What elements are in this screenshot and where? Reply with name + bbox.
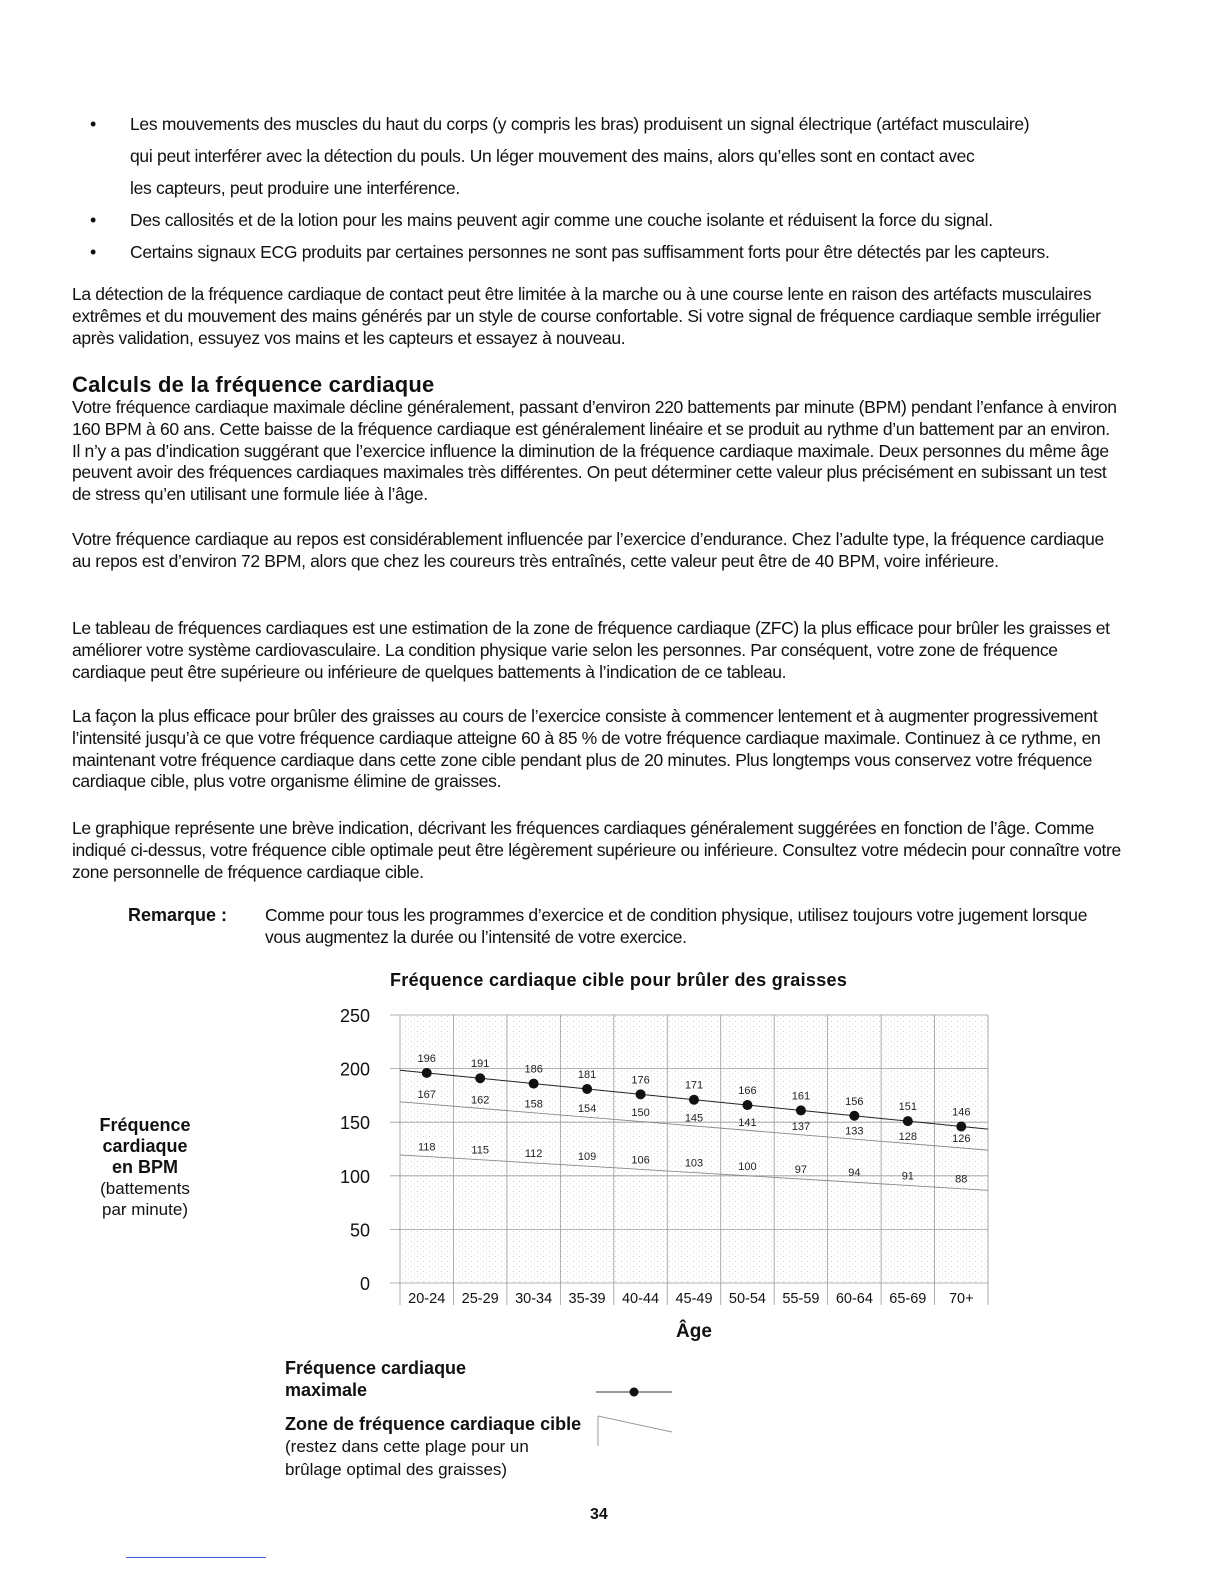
- intro-paragraph: La détection de la fréquence cardiaque de contact peut être limitée à la marche ou à une course lente en raison des artéfacts musculaires extrêmes et du mouvement des mains générés par un style de course confortable. Si votre signal de fréquence cardiaque semble irrégulier après validation, essuyez vos mains et les capteurs et essayez à nouveau.: [72, 284, 1101, 348]
- x-tick-label: 65-69: [889, 1291, 927, 1307]
- x-tick-label: 25-29: [461, 1291, 499, 1307]
- y-axis-label: Fréquence cardiaque en BPM (battements par minute): [99, 1115, 191, 1219]
- y-tick-label: 150: [339, 1113, 370, 1134]
- max-heart-rate-point: [956, 1121, 966, 1131]
- target-zone-upper-value-label: 162: [471, 1094, 490, 1107]
- target-zone-upper-value-label: 133: [845, 1125, 864, 1138]
- target-zone-lower-value-label: 109: [577, 1151, 597, 1164]
- x-tick-label: 55-59: [782, 1291, 820, 1307]
- target-zone-upper-value-label: 154: [577, 1102, 597, 1115]
- x-tick-label: 50-54: [728, 1291, 767, 1307]
- page-number: 34: [590, 1506, 608, 1523]
- section-title: Calculs de la fréquence cardiaque: [72, 372, 435, 397]
- x-axis-label: Âge: [676, 1321, 712, 1342]
- max-heart-rate-point: [475, 1073, 485, 1083]
- max-heart-rate-value-label: 191: [471, 1058, 490, 1071]
- heart-rate-chart: [320, 1000, 1020, 1345]
- legend-zone-swatch: [592, 1412, 676, 1452]
- bullet-dot: •: [90, 210, 97, 230]
- target-zone-upper-value-label: 137: [791, 1121, 811, 1134]
- paragraph-resting-heart-rate: Votre fréquence cardiaque au repos est considérablement influencée par l’exercice d’endurance. Chez l’adulte type, la fréquence cardiaque au repos est d’environ 72 BPM, alors que chez les coureurs très entraînés, cette valeur peut être de 40 BPM, voire inférieure.: [72, 529, 1104, 571]
- bullet-dot: •: [90, 242, 97, 262]
- target-zone-lower-value-label: 100: [738, 1160, 757, 1173]
- paragraph-max-heart-rate: Votre fréquence cardiaque maximale décline généralement, passant d’environ 220 battements par minute (BPM) pendant l’enfance à environ 160 BPM à 60 ans. Cette baisse de la fréquence cardiaque est généralement linéaire et se produit au rythme d’un battement par an environ. Il n’y a pas d’indication suggérant que l’exercice influence la diminution de la fréquence cardiaque maximale. Deux personnes du même âge peuvent avoir des fréquences cardiaques maximales très différentes. On peut déterminer cette valeur plus précisément en subissant un test de stress qu’en utilisant une formule liée à l’âge.: [72, 397, 1117, 505]
- bullet-item: • Les mouvements des muscles du haut du corps (y compris les bras) produisent un signal électrique (artéfact musculaire): [90, 108, 1150, 140]
- max-heart-rate-value-label: 161: [791, 1090, 811, 1103]
- max-heart-rate-point: [529, 1079, 539, 1089]
- max-heart-rate-value-label: 166: [738, 1085, 757, 1098]
- max-heart-rate-value-label: 196: [417, 1052, 436, 1065]
- target-zone-lower-value-label: 88: [955, 1173, 968, 1186]
- max-heart-rate-value-label: 156: [845, 1095, 864, 1108]
- bullet-list: [90, 108, 1150, 268]
- bullet-item-continued: qui peut interférer avec la détection du pouls. Un léger mouvement des mains, alors qu’elles sont en contact avec: [130, 146, 975, 166]
- max-heart-rate-point: [689, 1095, 699, 1105]
- bullet-item: • Certains signaux ECG produits par certaines personnes ne sont pas suffisamment forts pour être détectés par les capteurs.: [90, 236, 1150, 268]
- max-heart-rate-value-label: 181: [577, 1068, 597, 1081]
- remark-label: Remarque :: [128, 905, 228, 925]
- max-heart-rate-point: [903, 1116, 913, 1126]
- paragraph-chart-description: Le graphique représente une brève indication, décrivant les fréquences cardiaques généralement suggérées en fonction de l’âge. Comme indiqué ci-dessus, votre fréquence cible optimale peut être légèrement supérieure ou inférieure. Consultez votre médecin pour connaître votre zone personnelle de fréquence cardiaque cible.: [72, 818, 1121, 882]
- max-heart-rate-value-label: 146: [952, 1106, 971, 1119]
- target-zone-lower-value-label: 103: [684, 1157, 704, 1170]
- target-zone-lower-value-label: 115: [471, 1144, 489, 1157]
- x-tick-label: 20-24: [408, 1291, 446, 1307]
- target-zone-lower-value-label: 94: [848, 1167, 861, 1180]
- max-heart-rate-point: [742, 1100, 752, 1110]
- max-heart-rate-point: [849, 1111, 859, 1121]
- y-tick-label: 0: [359, 1274, 370, 1294]
- max-heart-rate-value-label: 176: [631, 1074, 650, 1087]
- bullet-item: • Des callosités et de la lotion pour les mains peuvent agir comme une couche isolante et réduisent la force du signal.: [90, 204, 1150, 236]
- max-heart-rate-point: [636, 1089, 646, 1099]
- x-tick-label: 40-44: [621, 1291, 660, 1307]
- max-heart-rate-point: [582, 1084, 592, 1094]
- target-zone-upper-value-label: 145: [684, 1112, 704, 1125]
- chart-title: Fréquence cardiaque cible pour brûler des graisses: [390, 970, 848, 990]
- max-heart-rate-value-label: 151: [898, 1101, 917, 1114]
- target-zone-upper-value-label: 158: [524, 1098, 543, 1111]
- legend-zone-label: Zone de fréquence cardiaque cible (restez dans cette plage pour un brûlage optimal des graisses): [285, 1414, 582, 1479]
- x-tick-label: 45-49: [675, 1291, 713, 1307]
- x-tick-label: 35-39: [568, 1291, 606, 1307]
- legend-max-label: Fréquence cardiaque maximale: [285, 1358, 467, 1400]
- target-zone-upper-value-label: 167: [417, 1088, 436, 1101]
- paragraph-fat-burning: La façon la plus efficace pour brûler des graisses au cours de l’exercice consiste à commencer lentement et à augmenter progressivement l’intensité jusqu’à ce que votre fréquence cardiaque atteigne 60 à 85 % de votre fréquence cardiaque maximale. Continuez à ce rythme, en maintenant votre fréquence cardiaque dans cette zone cible pendant plus de 20 minutes. Plus longtemps vous conservez votre fréquence cardiaque cible, plus votre organisme élimine de graisses.: [72, 706, 1101, 792]
- max-heart-rate-point: [422, 1068, 432, 1078]
- max-heart-rate-value-label: 186: [524, 1063, 543, 1076]
- target-zone-upper-value-label: 126: [952, 1132, 971, 1145]
- legend-max-swatch: [592, 1382, 676, 1402]
- x-tick-label: 30-34: [515, 1291, 553, 1307]
- target-zone-lower-value-label: 91: [901, 1170, 914, 1183]
- bullet-item-continued: les capteurs, peut produire une interférence.: [130, 178, 460, 198]
- x-tick-label: 70+: [948, 1291, 974, 1307]
- y-tick-label: 50: [349, 1220, 370, 1241]
- target-zone-upper-value-label: 150: [631, 1107, 650, 1120]
- paragraph-heart-rate-table: Le tableau de fréquences cardiaques est une estimation de la zone de fréquence cardiaque (ZFC) la plus efficace pour brûler les graisses et améliorer votre système cardiovasculaire. La condition physique varie selon les personnes. Par conséquent, votre zone de fréquence cardiaque peut être supérieure ou inférieure de quelques battements à l’indication de ce tableau.: [72, 618, 1110, 682]
- target-zone-lower-value-label: 118: [417, 1141, 436, 1154]
- y-tick-label: 250: [339, 1006, 370, 1026]
- target-zone-upper-value-label: 128: [898, 1130, 917, 1143]
- y-tick-label: 100: [339, 1166, 370, 1187]
- max-heart-rate-value-label: 171: [684, 1079, 704, 1092]
- bullet-dot: •: [90, 114, 97, 134]
- max-heart-rate-point: [796, 1105, 806, 1115]
- target-zone-lower-value-label: 97: [794, 1164, 808, 1177]
- target-zone-lower-value-label: 112: [524, 1147, 543, 1160]
- target-zone-upper-value-label: 141: [738, 1116, 757, 1129]
- y-tick-label: 200: [339, 1059, 370, 1080]
- remark-text: Comme pour tous les programmes d’exercice et de condition physique, utilisez toujours votre jugement lorsque vous augmentez la durée ou l’intensité de votre exercice.: [265, 905, 1088, 947]
- footer-rule: [126, 1557, 266, 1558]
- x-tick-label: 60-64: [835, 1291, 873, 1307]
- target-zone-lower-value-label: 106: [631, 1154, 650, 1167]
